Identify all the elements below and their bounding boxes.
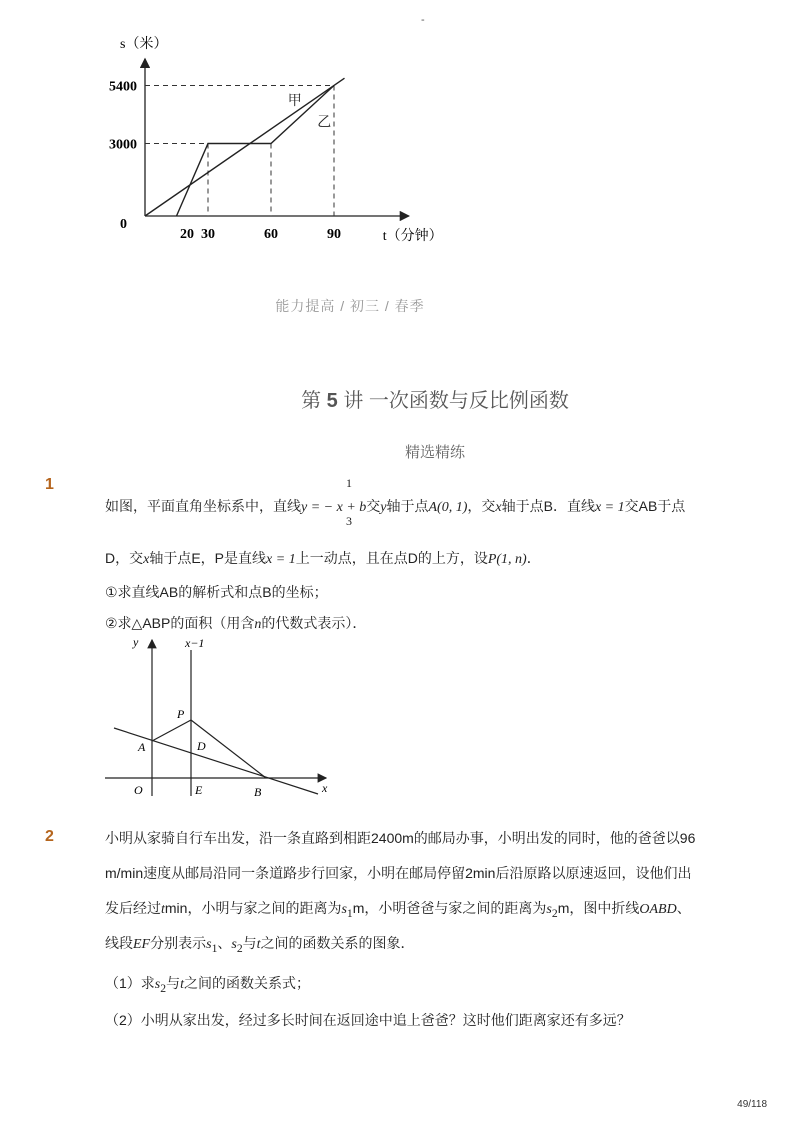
label-x: x bbox=[322, 781, 328, 795]
lesson-number: 5 bbox=[326, 390, 338, 412]
label-d: D bbox=[197, 739, 206, 753]
text: 轴于点 bbox=[386, 498, 429, 514]
math-sub: 2 bbox=[160, 981, 167, 995]
math: OABD bbox=[639, 902, 677, 917]
text: 、 bbox=[676, 900, 691, 916]
math: s bbox=[341, 902, 347, 917]
text: 发后经过 bbox=[105, 900, 161, 916]
text: 之间的函数关系的图象． bbox=[260, 935, 415, 951]
y-axis-label: s（米） bbox=[120, 37, 168, 52]
label-p: P bbox=[177, 707, 185, 721]
text: 与 bbox=[166, 975, 181, 991]
text: m，小明爸爸与家之间的距离为 bbox=[352, 900, 547, 916]
text: ，交 bbox=[467, 498, 496, 514]
math: x = 1 bbox=[266, 552, 296, 567]
label-a: A bbox=[138, 740, 146, 754]
text: （1）求 bbox=[105, 975, 155, 991]
top-mark: - bbox=[421, 14, 425, 26]
math: x bbox=[495, 500, 502, 515]
math: y bbox=[380, 500, 387, 515]
fraction-numerator: 1 bbox=[346, 476, 352, 490]
question-2-number: 2 bbox=[45, 828, 54, 845]
label-line: x−1 bbox=[185, 636, 205, 650]
page-number: 49/118 bbox=[737, 1099, 767, 1110]
line-ab bbox=[114, 728, 318, 794]
math: s bbox=[231, 937, 237, 952]
text: 、 bbox=[217, 935, 232, 951]
q2-line-3 bbox=[105, 898, 691, 920]
series-label-yi: 乙 bbox=[317, 113, 332, 130]
q2-subquestion-2: （2）小明从家出发，经过多长时间在返回途中追上爸爸？这时他们距离家还有多远？ bbox=[105, 1012, 631, 1028]
text: 轴于点B．直线 bbox=[501, 498, 595, 514]
q2-line-1: 小明从家骑自行车出发，沿一条直路到相距2400m的邮局办事，小明出发的同时，他的爸爸以96 bbox=[105, 830, 696, 846]
text: 的代数式表示）． bbox=[261, 615, 367, 631]
text: m，图中折线 bbox=[557, 900, 640, 916]
q1-line-2 bbox=[105, 548, 541, 568]
coordinate-figure bbox=[100, 630, 340, 800]
lesson-suffix: 讲 一次函数与反比例函数 bbox=[343, 390, 569, 412]
text: 之间的函数关系式； bbox=[183, 975, 310, 991]
q2-subquestion-1 bbox=[105, 973, 310, 995]
label-o: O bbox=[134, 783, 143, 797]
fraction-denominator: 3 bbox=[346, 514, 352, 528]
math: t bbox=[256, 937, 261, 952]
math: y = − bbox=[301, 500, 337, 515]
text: 交AB于点 bbox=[624, 498, 686, 514]
math: t bbox=[180, 977, 184, 992]
q2-line-4 bbox=[105, 933, 415, 955]
origin-label: 0 bbox=[120, 217, 127, 232]
math: A(0, 1) bbox=[428, 500, 468, 515]
text: 如图，平面直角坐标系中，直线 bbox=[105, 498, 301, 514]
math: x bbox=[143, 552, 150, 567]
text: min，小明与家之间的距离为 bbox=[164, 900, 342, 916]
math: t bbox=[161, 902, 165, 917]
series-line-1 bbox=[145, 78, 345, 216]
y-tick-label: 3000 bbox=[109, 137, 137, 153]
math-sub: 1 bbox=[346, 906, 353, 920]
series-line-2 bbox=[177, 85, 335, 216]
text: ． bbox=[526, 550, 541, 566]
text: ②求△ABP的面积（用含 bbox=[105, 615, 255, 631]
text: 分别表示 bbox=[150, 935, 207, 951]
math: s bbox=[546, 902, 552, 917]
math-sub: 2 bbox=[551, 906, 558, 920]
x-tick-label: 90 bbox=[327, 227, 341, 242]
series-label-jia: 甲 bbox=[287, 91, 302, 108]
section-title: 精选精练 bbox=[404, 444, 465, 461]
text: 轴于点E，P是直线 bbox=[149, 550, 267, 566]
x-tick-label: 60 bbox=[264, 227, 278, 242]
q1-subquestion-1: ①求直线AB的解析式和点B的坐标； bbox=[105, 584, 328, 600]
text: 上一动点，且在点D的上方，设 bbox=[295, 550, 488, 566]
lesson-prefix: 第 bbox=[301, 390, 322, 412]
q1-line-1 bbox=[105, 496, 685, 516]
segment-ap bbox=[152, 720, 191, 741]
text: D，交 bbox=[105, 550, 144, 566]
label-b: B bbox=[254, 785, 262, 799]
running-footer: 能力提高 / 初三 / 春季 bbox=[275, 298, 425, 314]
x-tick-label: 30 bbox=[201, 227, 215, 242]
text: 与 bbox=[242, 935, 257, 951]
y-tick-label: 5400 bbox=[109, 79, 137, 95]
math: EF bbox=[133, 937, 151, 952]
math: s bbox=[206, 937, 212, 952]
x-axis-label: t（分钟） bbox=[382, 229, 443, 244]
label-y: y bbox=[133, 635, 139, 649]
math: n bbox=[254, 617, 262, 632]
math-sub: 1 bbox=[211, 941, 218, 955]
math: x + b bbox=[336, 500, 367, 515]
math: s bbox=[154, 977, 161, 992]
text: 交 bbox=[366, 498, 381, 514]
math: P(1, n) bbox=[487, 552, 527, 567]
lesson-title bbox=[0, 384, 800, 413]
math: x = 1 bbox=[594, 500, 625, 515]
math-sub: 2 bbox=[236, 941, 243, 955]
question-1-number: 1 bbox=[45, 476, 54, 493]
text: 线段 bbox=[105, 935, 133, 951]
distance-time-chart bbox=[100, 28, 520, 253]
x-tick-label: 20 bbox=[180, 227, 194, 242]
label-e: E bbox=[195, 783, 203, 797]
q2-line-2: m/min速度从邮局沿同一条道路步行回家，小明在邮局停留2min后沿原路以原速返回，设他们出 bbox=[105, 865, 692, 881]
